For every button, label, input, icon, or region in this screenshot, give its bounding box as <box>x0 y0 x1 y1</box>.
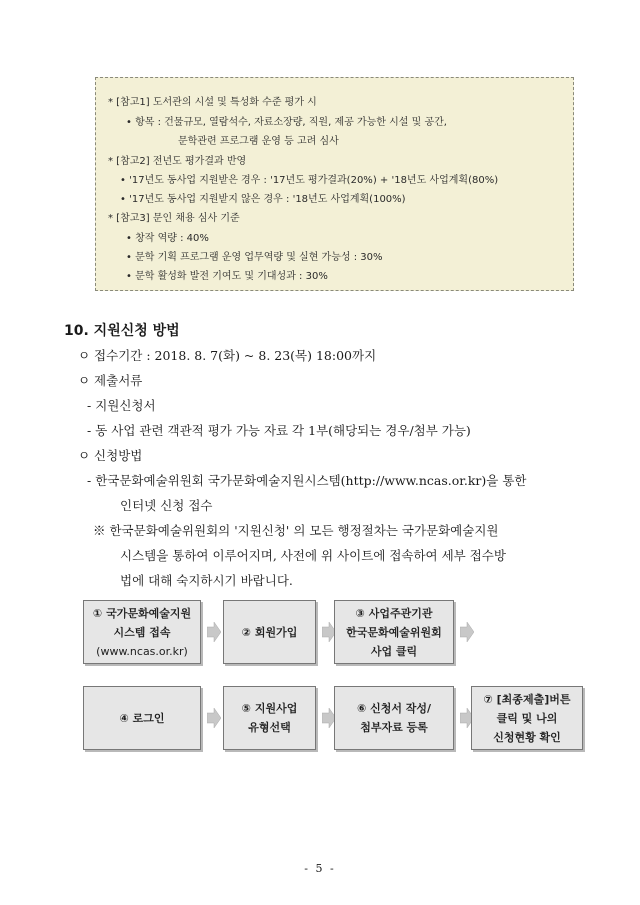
document-item-2: - 동 사업 관련 객관적 평가 가능 자료 각 1부(해당되는 경우/첨부 가능) <box>87 423 471 438</box>
flow-step-5 <box>223 686 316 750</box>
flow-step-7-line-2: 클릭 및 나의 <box>496 711 558 725</box>
flow-step-4-line-1: ④ 로그인 <box>119 711 165 725</box>
ref2-title: * [참고2] 전년도 평가결과 반영 <box>108 156 247 167</box>
ref2-item-1: • '17년도 동사업 지원받은 경우 : '17년도 평가결과(20%) + '18년도 사업계획(80%) <box>120 175 499 186</box>
flow-step-1 <box>83 600 201 664</box>
flow-step-7-line-3: 신청현황 확인 <box>493 730 561 744</box>
page-number: - 5 - <box>304 862 336 875</box>
ref3-item-3: • 문학 활성화 발전 기여도 및 기대성과 : 30% <box>126 271 328 282</box>
arrow-right-icon <box>207 622 221 642</box>
ref3-item-1: • 창작 역량 : 40% <box>126 233 209 244</box>
flow-step-3-line-2: 한국문화예술위원회 <box>346 625 442 639</box>
note-line-3: 법에 대해 숙지하시기 바랍니다. <box>120 573 293 588</box>
ref2-item-2: • '17년도 동사업 지원받지 않은 경우 : '18년도 사업계획(100%) <box>120 194 406 205</box>
document-item-1: - 지원신청서 <box>87 398 156 413</box>
method-heading: ㅇ 신청방법 <box>78 448 143 463</box>
ref1-item: • 항목 : 건물규모, 열람석수, 자료소장량, 직원, 제공 가능한 시설 및 공간, <box>126 117 447 128</box>
flow-step-2-line-1: ② 회원가입 <box>241 625 298 639</box>
flow-step-3-line-1: ③ 사업주관기관 <box>355 606 433 620</box>
flow-step-2 <box>223 600 316 664</box>
flow-step-7-line-1: ⑦ [최종제출]버튼 <box>483 692 571 706</box>
flow-step-6 <box>334 686 454 750</box>
ref3-item-2: • 문학 기획 프로그램 운영 업무역량 및 실현 가능성 : 30% <box>126 252 383 263</box>
flow-step-6-line-2: 첨부자료 등록 <box>360 721 428 734</box>
flow-step-1-line-2: 시스템 접속 <box>113 625 171 639</box>
note-line-2: 시스템을 통하여 이루어지며, 사전에 위 사이트에 접속하여 세부 접수방 <box>120 548 506 563</box>
flow-step-7 <box>471 686 583 750</box>
flow-step-1-line-1: ① 국가문화예술지원 <box>92 606 192 620</box>
flow-step-5-line-1: ⑤ 지원사업 <box>241 702 298 715</box>
note-line-1: ※ 한국문화예술위원회의 '지원신청' 의 모든 행정절차는 국가문화예술지원 <box>93 523 499 538</box>
flow-step-3-line-3: 사업 클릭 <box>370 644 418 658</box>
reference-notes-box <box>95 77 574 291</box>
ref1-title: * [참고1] 도서관의 시설 및 특성화 수준 평가 시 <box>108 97 317 108</box>
flow-step-1-line-3: (www.ncas.or.kr) <box>96 644 188 658</box>
arrow-right-icon <box>460 622 474 642</box>
method-item-1-cont: 인터넷 신청 접수 <box>120 498 213 513</box>
ref1-item-cont: 문학관련 프로그램 운영 등 고려 심사 <box>178 136 339 147</box>
flow-step-6-line-1: ⑥ 신청서 작성/ <box>356 702 432 715</box>
flow-step-3 <box>334 600 454 664</box>
section-title: 10. 지원신청 방법 <box>64 323 180 339</box>
application-period: ㅇ 접수기간 : 2018. 8. 7(화) ~ 8. 23(목) 18:00까지 <box>78 348 377 363</box>
arrow-right-icon <box>207 708 221 728</box>
documents-heading: ㅇ 제출서류 <box>78 373 143 388</box>
ref3-title: * [참고3] 문인 채용 심사 기준 <box>108 213 240 224</box>
flow-step-4 <box>83 686 201 750</box>
method-item-1: - 한국문화예술위원회 국가문화예술지원시스템(http://www.ncas.or.kr)을 통한 <box>87 473 527 488</box>
flow-step-5-line-2: 유형선택 <box>248 721 291 734</box>
